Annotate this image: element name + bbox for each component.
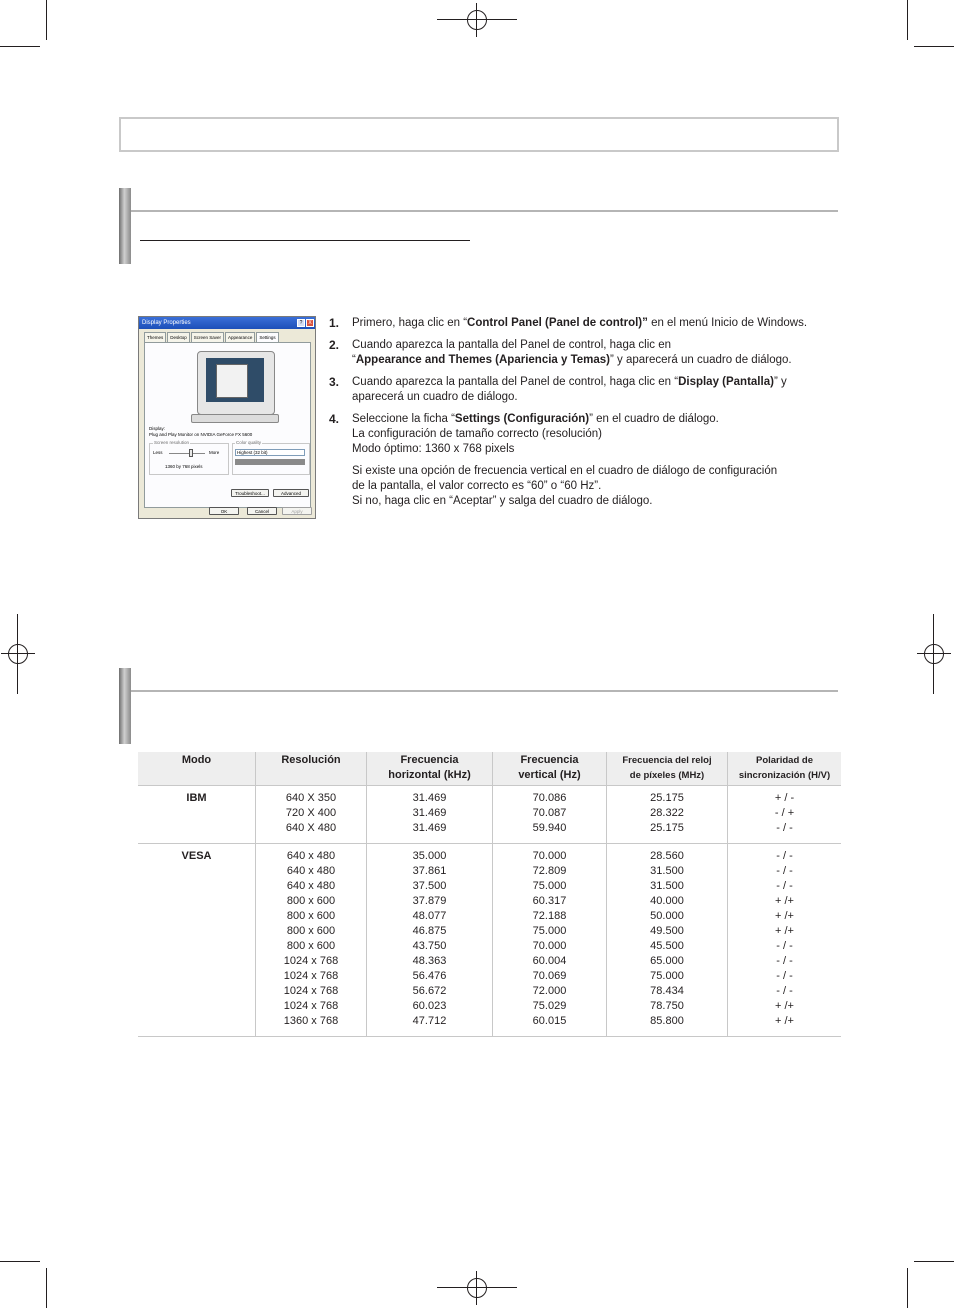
ok-button: OK [209, 507, 239, 515]
cell-value: 25.175 [650, 822, 684, 834]
cell-value: 46.875 [412, 925, 447, 937]
cell-value: 640 X 480 [285, 822, 337, 834]
registration-mark-right [917, 637, 951, 671]
tab-appearance: Appearance [225, 332, 255, 342]
cell-value: - / - [776, 985, 793, 997]
crop-mark-top-left-v [46, 0, 47, 40]
settings-panel [144, 342, 311, 508]
step-4-line: Seleccione la ficha “Settings (Configuración)” en el cuadro de diálogo. [352, 413, 719, 425]
color-quality-select: Highest (32 bit) [235, 449, 305, 456]
pixel-clock-cell [607, 844, 728, 1037]
page-header-box [119, 117, 839, 152]
header-resolution: Resolución [256, 752, 367, 786]
cell-value: 60.004 [532, 955, 567, 967]
registration-mark-left [1, 637, 35, 671]
resolution-cell [256, 786, 367, 844]
table-row [138, 786, 841, 844]
header-mode: Modo [138, 752, 256, 786]
crop-mark-bottom-left-v [46, 1268, 47, 1308]
section-marker-bar [119, 188, 131, 264]
cell-value: 56.672 [412, 985, 447, 997]
table-row [138, 844, 841, 1037]
crop-mark-top-right-h [914, 46, 954, 47]
registration-line-left [17, 614, 18, 694]
screen-resolution-label: Screen resolution [154, 440, 190, 445]
table-header-row [138, 752, 841, 786]
cell-value: 75.000 [532, 880, 567, 892]
resolution-slider [169, 453, 205, 454]
cell-value: 28.322 [650, 807, 684, 819]
color-bar [235, 459, 305, 465]
crop-mark-top-left-h [0, 46, 40, 47]
cell-value: 72.188 [532, 910, 567, 922]
close-icon: X [306, 319, 314, 327]
cell-value: 1024 x 768 [283, 985, 339, 997]
cell-value: 50.000 [650, 910, 684, 922]
cell-value: 75.000 [650, 970, 684, 982]
cell-value: + /+ [775, 1000, 794, 1012]
cell-value: 56.476 [412, 970, 447, 982]
cell-value: 31.500 [650, 865, 684, 877]
less-label: Less [153, 450, 163, 455]
cell-value: 800 x 600 [286, 910, 336, 922]
section-rule [131, 210, 838, 212]
cell-value: 48.363 [412, 955, 447, 967]
display-modes-table [138, 752, 841, 1037]
resolution-cell [256, 844, 367, 1037]
cell-value: - / - [776, 822, 793, 834]
subsection-underline [140, 240, 470, 241]
display-properties-screenshot [138, 316, 316, 519]
help-icon: ? [297, 319, 305, 327]
cell-value: 45.500 [650, 940, 684, 952]
cell-value: 75.029 [532, 1000, 567, 1012]
screen-resolution-group [149, 443, 229, 475]
cell-value: - / - [776, 850, 793, 862]
header-v-freq: Frecuencia vertical (Hz) [493, 752, 607, 786]
step-number: 1. [329, 316, 340, 330]
dialog-tabs [144, 332, 279, 342]
troubleshoot-button: Troubleshoot... [231, 489, 269, 497]
cell-value: 60.023 [412, 1000, 447, 1012]
mode-cell: IBM [138, 786, 256, 844]
cell-value: 640 X 350 [285, 792, 337, 804]
registration-mark-bottom [460, 1271, 494, 1305]
crop-mark-top-right-v [907, 0, 908, 40]
monitor-preview-icon [197, 351, 275, 415]
registration-line-bottom [437, 1287, 517, 1288]
note-line-1: Si existe una opción de frecuencia vertical en el cuadro de diálogo de configuración [352, 465, 778, 477]
cell-value: 70.000 [532, 940, 567, 952]
cell-value: + / - [774, 792, 795, 804]
cell-value: 37.879 [412, 895, 447, 907]
cell-value: 70.086 [532, 792, 567, 804]
resolution-slider-thumb [189, 449, 193, 457]
color-quality-label: Color quality [236, 440, 262, 445]
cell-value: 60.015 [532, 1015, 567, 1027]
cell-value: 1024 x 768 [283, 970, 339, 982]
resolution-value: 1360 by 768 pixels [165, 464, 203, 469]
cell-value: 78.750 [650, 1000, 684, 1012]
cell-value: 720 X 400 [285, 807, 337, 819]
cell-value: 49.500 [650, 925, 684, 937]
tab-settings: Settings [256, 332, 278, 342]
registration-line-right [933, 614, 934, 694]
tab-desktop: Desktop [167, 332, 190, 342]
cell-value: 70.000 [532, 850, 567, 862]
cell-value: + /+ [775, 910, 794, 922]
tab-screen-saver: Screen Saver [191, 332, 224, 342]
crop-mark-bottom-right-h [914, 1261, 954, 1262]
cell-value: 37.861 [412, 865, 447, 877]
cell-value: 60.317 [532, 895, 567, 907]
pixel-clock-cell [607, 786, 728, 844]
registration-line-top [437, 19, 517, 20]
advanced-button: Advanced [273, 489, 309, 497]
cell-value: - / - [776, 865, 793, 877]
step-number: 4. [329, 412, 340, 426]
cell-value: + /+ [775, 895, 794, 907]
cell-value: - / + [774, 807, 795, 819]
display-label: Display: [149, 426, 166, 431]
cell-value: 800 x 600 [286, 925, 336, 937]
cell-value: 78.434 [650, 985, 684, 997]
note-line-2: de la pantalla, el valor correcto es “60” o “60 Hz”. [352, 480, 602, 492]
crop-mark-bottom-left-h [0, 1261, 40, 1262]
cell-value: 72.809 [532, 865, 567, 877]
polarity-cell [728, 786, 842, 844]
step-number: 3. [329, 375, 340, 389]
h-freq-cell [367, 844, 493, 1037]
tab-themes: Themes [144, 332, 166, 342]
step-4-line: La configuración de tamaño correcto (resolución) [352, 428, 602, 440]
dialog-title: Display Properties [139, 317, 315, 329]
apply-button: Apply [282, 507, 312, 515]
step-1-line: Primero, haga clic en “Control Panel (Panel de control)” en el menú Inicio de Windows. [352, 317, 808, 329]
cell-value: 70.069 [532, 970, 567, 982]
step-3-line: Cuando aparezca la pantalla del Panel de control, haga clic en “Display (Pantalla)” y [352, 376, 787, 388]
cell-value: 640 x 480 [286, 850, 336, 862]
header-h-freq: Frecuencia horizontal (kHz) [367, 752, 493, 786]
cell-value: 31.469 [412, 792, 447, 804]
cell-value: 28.560 [650, 850, 684, 862]
cell-value: + /+ [775, 925, 794, 937]
v-freq-cell [493, 786, 607, 844]
step-number: 2. [329, 338, 340, 352]
polarity-cell [728, 844, 842, 1037]
cell-value: 70.087 [532, 807, 567, 819]
cell-value: 35.000 [412, 850, 447, 862]
cell-value: 800 x 600 [286, 940, 336, 952]
cell-value: 25.175 [650, 792, 684, 804]
cell-value: 800 x 600 [286, 895, 336, 907]
h-freq-cell [367, 786, 493, 844]
cell-value: - / - [776, 970, 793, 982]
cell-value: 1360 x 768 [283, 1015, 339, 1027]
display-value: Plug and Play Monitor on NVIDIA GeForce FX 5600 [149, 432, 253, 437]
step-4-line: Modo óptimo: 1360 x 768 pixels [352, 443, 515, 455]
cell-value: - / - [776, 880, 793, 892]
cell-value: 85.800 [650, 1015, 684, 1027]
cell-value: 75.000 [532, 925, 567, 937]
monitor-stand-icon [191, 414, 279, 423]
note-line-3: Si no, haga clic en “Aceptar” y salga del cuadro de diálogo. [352, 495, 653, 507]
cell-value: 72.000 [532, 985, 567, 997]
section-marker-bar-2 [119, 668, 131, 744]
header-pixel-clock: Frecuencia del reloj de píxeles (MHz) [607, 752, 728, 786]
cell-value: 31.469 [412, 807, 447, 819]
cell-value: - / - [776, 955, 793, 967]
header-polarity: Polaridad de sincronización (H/V) [728, 752, 842, 786]
cell-value: 640 x 480 [286, 880, 336, 892]
cell-value: 47.712 [412, 1015, 447, 1027]
cell-value: 40.000 [650, 895, 684, 907]
cancel-button: Cancel [247, 507, 277, 515]
cell-value: 31.500 [650, 880, 684, 892]
cell-value: 65.000 [650, 955, 684, 967]
registration-mark-top [460, 3, 494, 37]
step-2-line: Cuando aparezca la pantalla del Panel de control, haga clic en [352, 339, 672, 351]
cell-value: 37.500 [412, 880, 447, 892]
cell-value: 640 x 480 [286, 865, 336, 877]
step-3-line: aparecerá un cuadro de diálogo. [352, 391, 518, 403]
v-freq-cell [493, 844, 607, 1037]
step-2-line: “Appearance and Themes (Apariencia y Temas)” y aparecerá un cuadro de diálogo. [352, 354, 792, 366]
cell-value: 59.940 [532, 822, 567, 834]
cell-value: 48.077 [412, 910, 447, 922]
cell-value: 31.469 [412, 822, 447, 834]
cell-value: 43.750 [412, 940, 447, 952]
cell-value: 1024 x 768 [283, 1000, 339, 1012]
cell-value: 1024 x 768 [283, 955, 339, 967]
section-rule-2 [131, 690, 838, 692]
more-label: More [209, 450, 220, 455]
mode-cell: VESA [138, 844, 256, 1037]
crop-mark-bottom-right-v [907, 1268, 908, 1308]
cell-value: - / - [776, 940, 793, 952]
cell-value: + /+ [775, 1015, 794, 1027]
